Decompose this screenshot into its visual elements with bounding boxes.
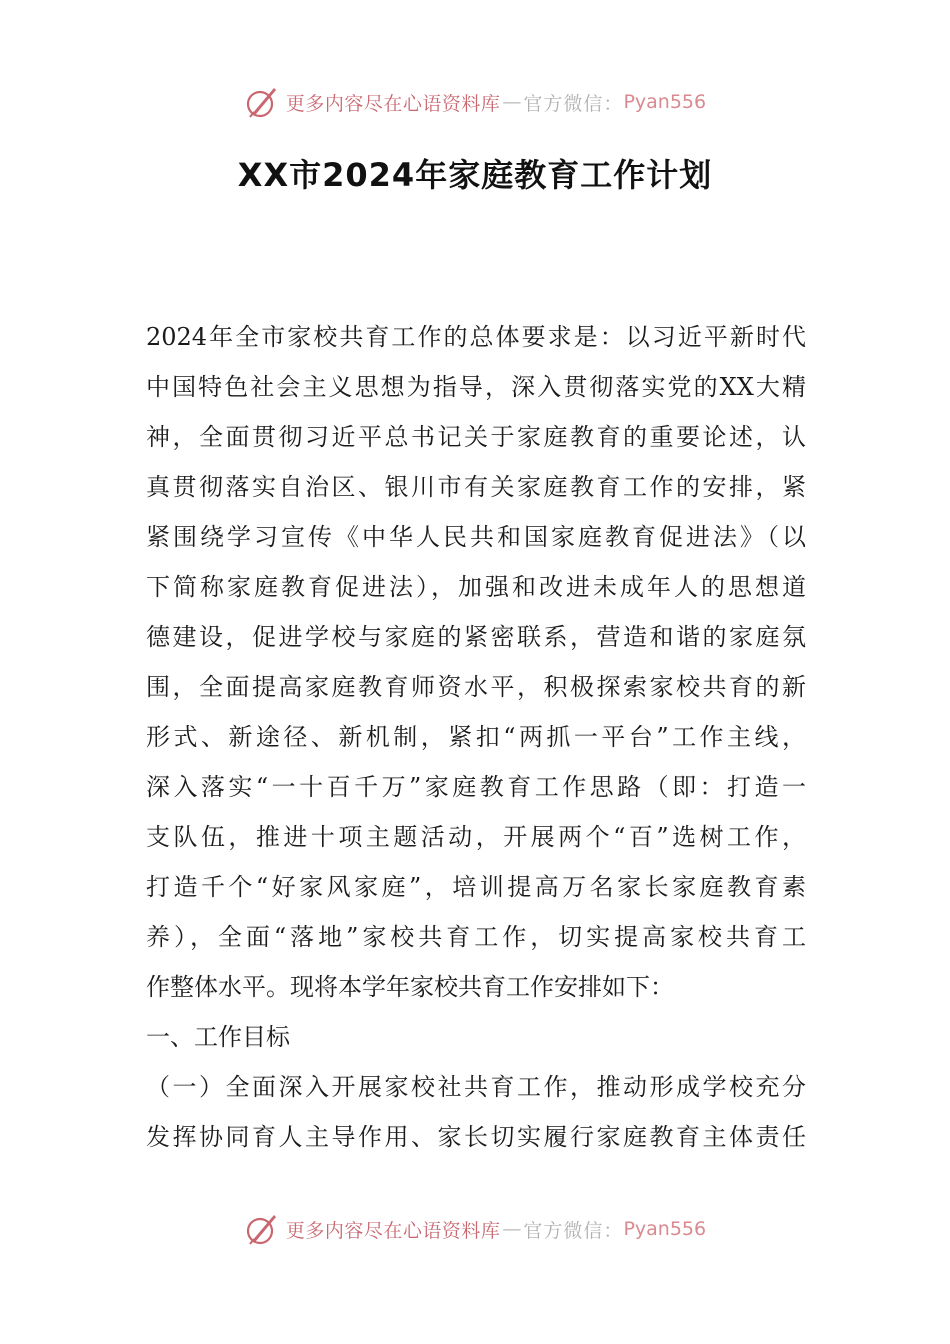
banner-wechat-id: Pyan556 bbox=[623, 91, 707, 113]
banner-wechat-id: Pyan556 bbox=[623, 1218, 707, 1240]
banner-text: 更多内容尽在心语资料库 bbox=[285, 92, 501, 115]
body-line: 2024年全市家校共育工作的总体要求是：以习近平新时代 bbox=[146, 323, 806, 351]
section-heading: 一、工作目标 bbox=[146, 1023, 290, 1051]
document-body bbox=[146, 312, 806, 1162]
body-line: 发挥协同育人主导作用、家长切实履行家庭教育主体责任 bbox=[146, 1123, 806, 1151]
body-line: 真贯彻落实自治区、银川市有关家庭教育工作的安排，紧 bbox=[146, 473, 806, 501]
body-line: 中国特色社会主义思想为指导，深入贯彻落实党的XX大精 bbox=[146, 373, 806, 401]
body-line: 德建设，促进学校与家庭的紧密联系，营造和谐的家庭氛 bbox=[146, 623, 806, 651]
banner-text: 更多内容尽在心语资料库 bbox=[285, 1219, 501, 1242]
body-line: 围，全面提高家庭教育师资水平，积极探索家校共育的新 bbox=[146, 673, 806, 701]
banner-separator: — bbox=[502, 1218, 522, 1240]
banner-separator: — bbox=[502, 91, 522, 113]
body-line: 打造千个“好家风家庭”，培训提高万名家长家庭教育素 bbox=[146, 873, 806, 901]
footer-watermark-banner bbox=[0, 1209, 950, 1249]
body-line: 下简称家庭教育促进法），加强和改进未成年人的思想道 bbox=[146, 573, 806, 601]
body-line: 支队伍，推进十项主题活动，开展两个“百”选树工作， bbox=[146, 823, 806, 851]
body-line: 深入落实“一十百千万”家庭教育工作思路（即：打造一 bbox=[146, 773, 806, 801]
body-line: 神，全面贯彻习近平总书记关于家庭教育的重要论述，认 bbox=[146, 423, 806, 451]
body-line: 形式、新途径、新机制，紧扣“两抓一平台”工作主线， bbox=[146, 723, 806, 751]
body-line: 作整体水平。现将本学年家校共育工作安排如下： bbox=[146, 973, 674, 1001]
quill-pen-logo-icon bbox=[244, 84, 280, 120]
body-line: 紧围绕学习宣传《中华人民共和国家庭教育促进法》（以 bbox=[146, 523, 806, 551]
quill-pen-logo-icon bbox=[244, 1211, 280, 1247]
banner-wechat-label: 官方微信： bbox=[523, 92, 624, 115]
body-line: （一）全面深入开展家校社共育工作，推动形成学校充分 bbox=[146, 1073, 806, 1101]
document-title: XX市2024年家庭教育工作计划 bbox=[237, 156, 713, 194]
header-watermark-banner bbox=[0, 82, 950, 122]
body-line: 养），全面“落地”家校共育工作，切实提高家校共育工 bbox=[146, 923, 806, 951]
banner-wechat-label: 官方微信： bbox=[523, 1219, 624, 1242]
